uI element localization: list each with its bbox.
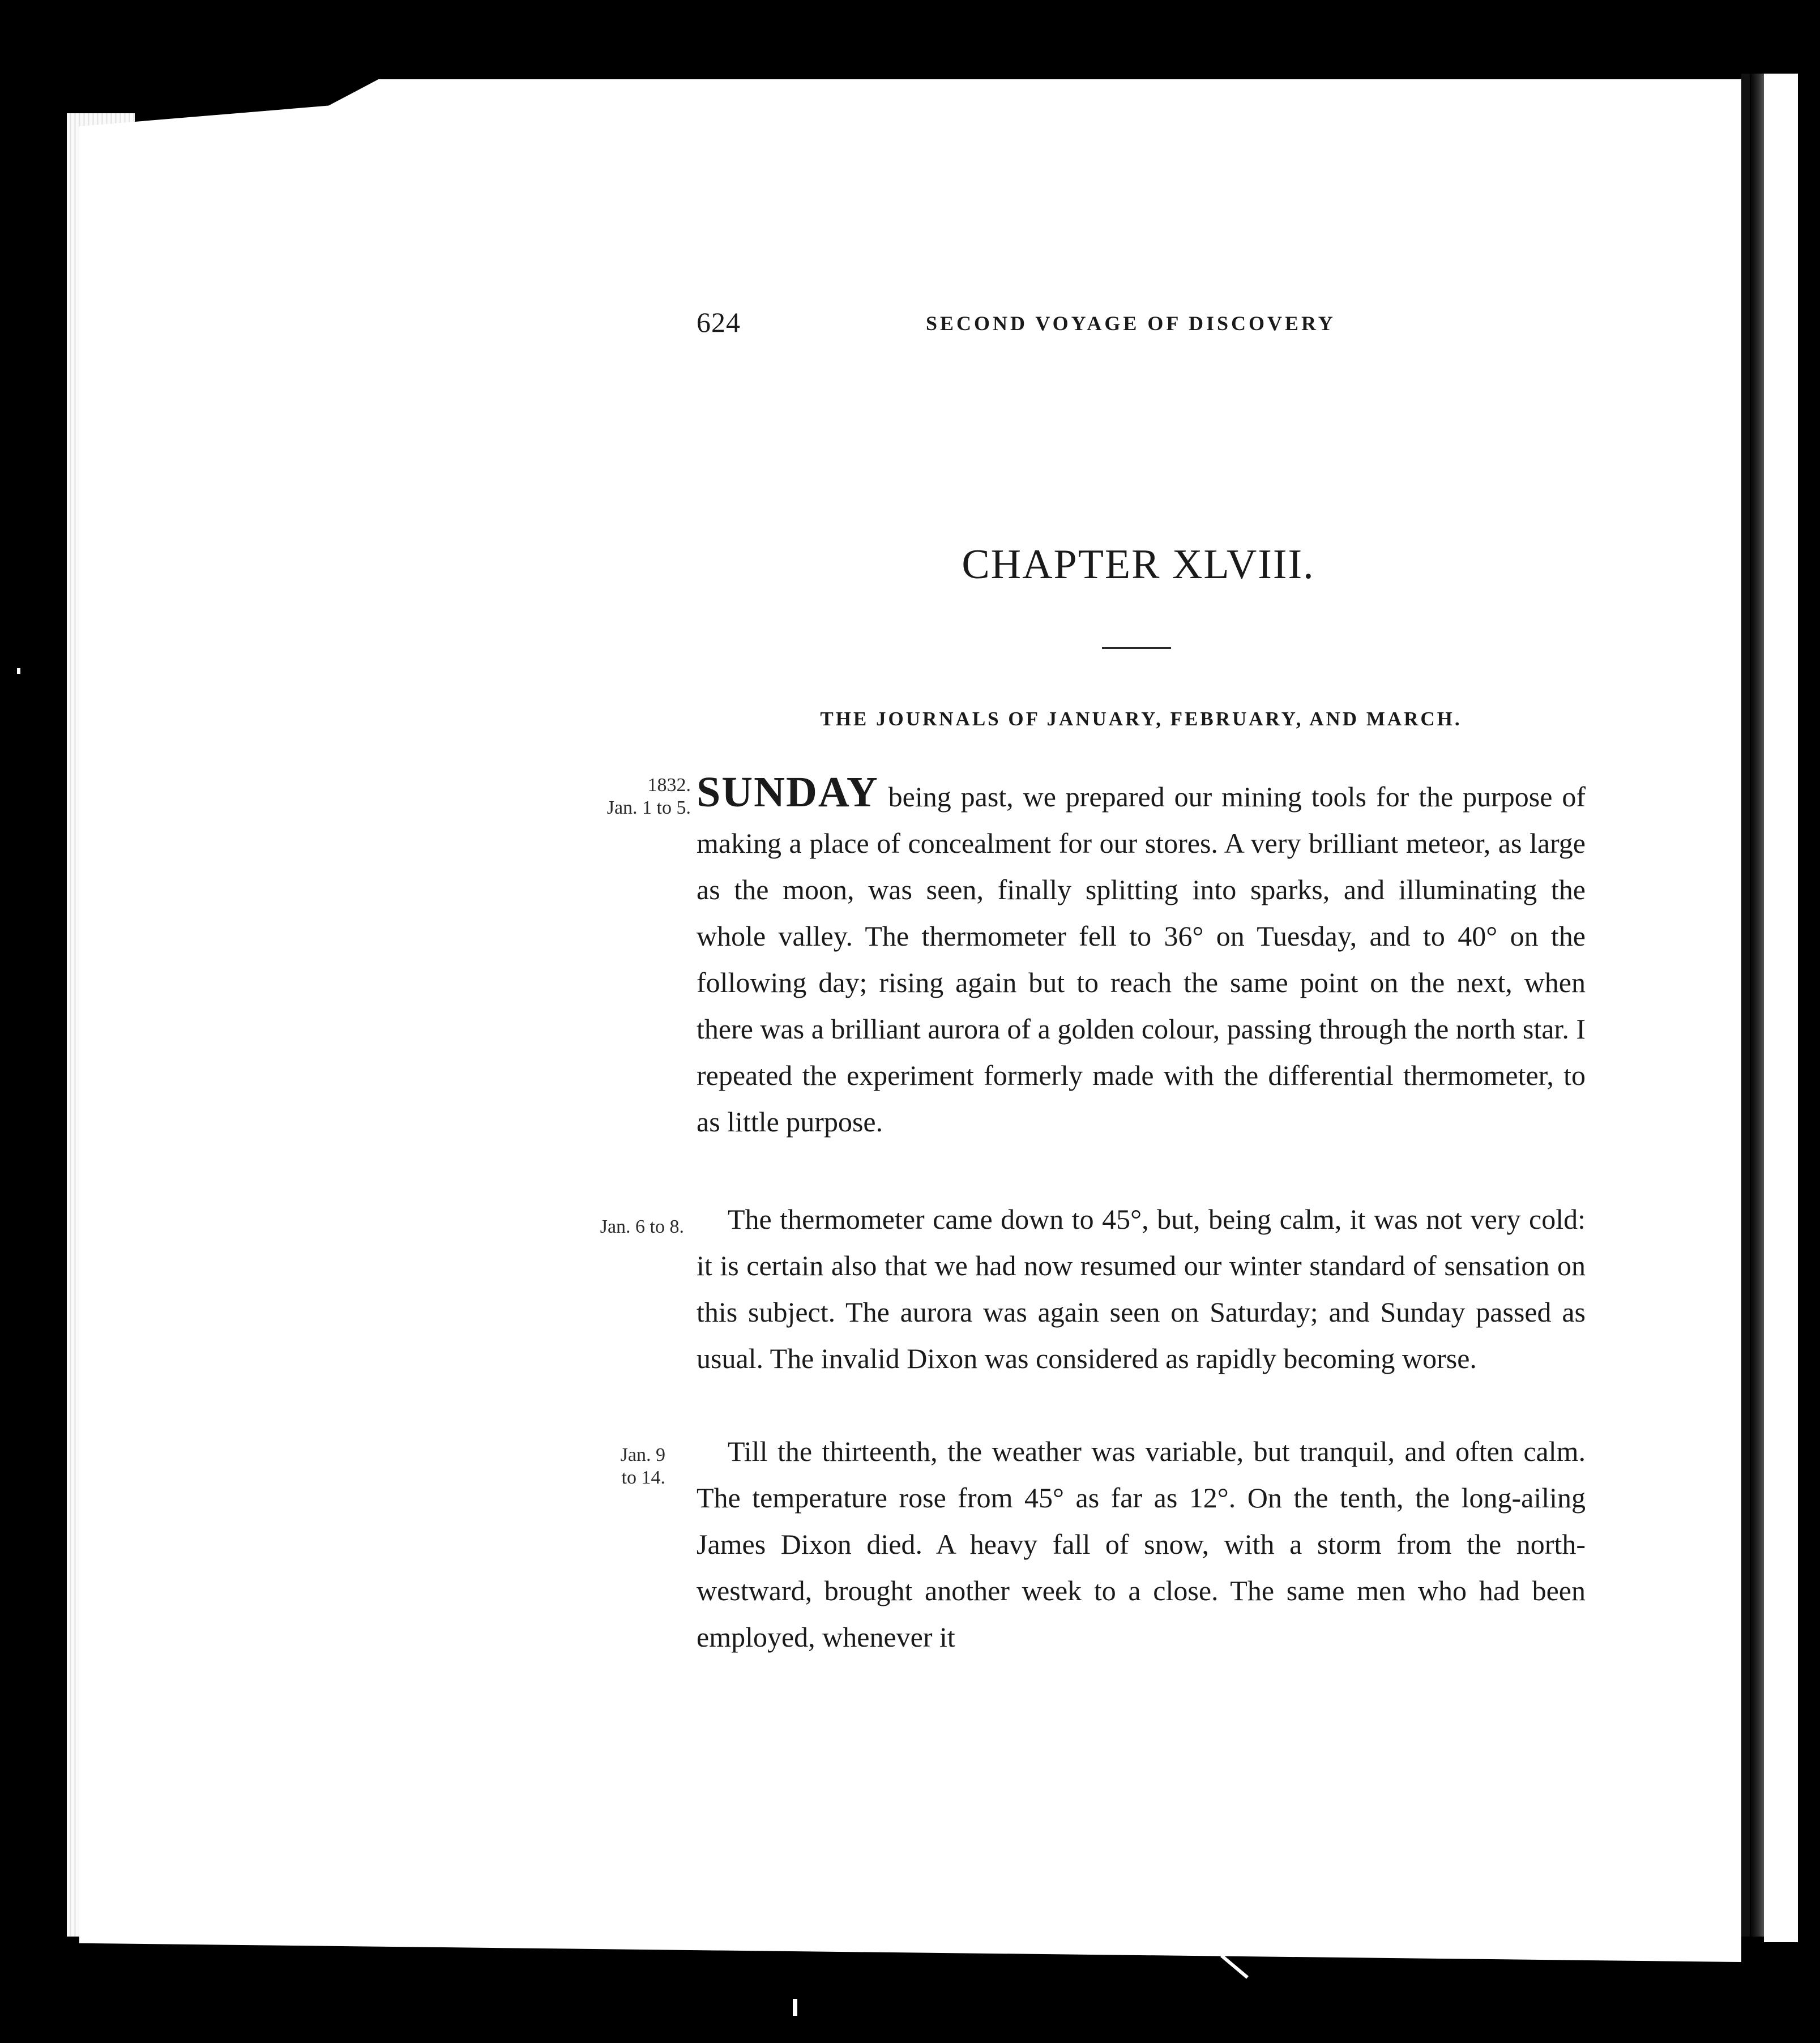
chapter-rule <box>1102 647 1171 649</box>
paragraph-text: being past, we prepared our mining tools for the purpose of making a place of concealment for our stores. A very brilliant meteor, as large as the moon, was seen, finally splitting into sparks, and illuminating the whole valley. The thermometer fell to 36° on Tuesday, and to 40° on the following day; rising again but to reach the same point on the next, when there was a brilliant aurora of a golden colour, passing through the north star. I repeated the experiment formerly made with the differential thermometer, to as little purpose. <box>697 781 1586 1138</box>
paragraph-text: The thermometer came down to 45°, but, being calm, it was not very cold: it is certain also that we had now resumed our winter standard of sensation on this subject. The aurora was again seen on Saturday; and Sunday passed as usual. The invalid Dixon was considered as rapidly becoming worse. <box>697 1203 1586 1374</box>
chapter-subtitle: THE JOURNALS OF JANUARY, FEBRUARY, AND MARCH. <box>820 708 1462 730</box>
margin-note-range: to 14. <box>621 1467 665 1488</box>
scan-speck <box>793 1999 797 2016</box>
book-gutter <box>1750 74 1764 1937</box>
body-paragraph <box>697 769 1586 1145</box>
running-head <box>697 306 1348 340</box>
scan-speck <box>17 668 20 674</box>
running-title: SECOND VOYAGE OF DISCOVERY <box>926 312 1336 335</box>
margin-note-range: Jan. 1 to 5. <box>606 797 691 818</box>
facing-page-strip <box>1764 74 1798 1942</box>
body-paragraph <box>697 1428 1586 1660</box>
margin-note-date <box>549 774 691 819</box>
chapter-title: CHAPTER XLVIII. <box>962 541 1315 588</box>
margin-note-range: Jan. 9 <box>620 1444 665 1465</box>
body-paragraph <box>697 1196 1586 1382</box>
margin-note-date <box>544 1216 684 1238</box>
page-number: 624 <box>697 306 741 338</box>
paragraph-text: Till the thirteenth, the weather was variable, but tranquil, and often calm. The temperature rose from 45° as far as 12°. On the tenth, the long-ailing James Dixon died. A heavy fall of snow, with a storm from the north-westward, brought another week to a close. The same men who had been employed, whenever it <box>697 1435 1586 1653</box>
margin-note-date <box>566 1444 665 1489</box>
margin-note-range: Jan. 6 to 8. <box>600 1216 684 1237</box>
margin-note-year: 1832. <box>647 775 691 796</box>
paragraph-lead-word: SUNDAY <box>697 768 879 816</box>
scan-speck <box>1220 1954 1249 1978</box>
